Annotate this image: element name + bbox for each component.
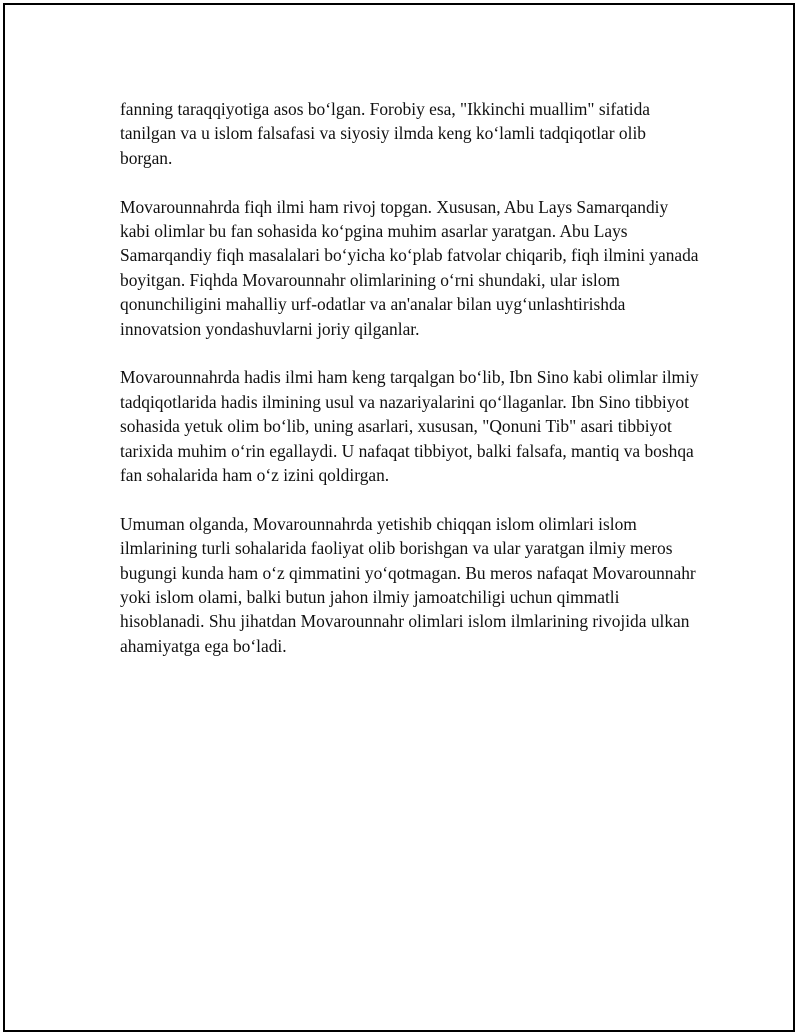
paragraph-3: Movarounnahrda hadis ilmi ham keng tarqalgan bo‘lib, Ibn Sino kabi olimlar ilmiy tadqiqotlarida hadis ilmining usul va nazariyalarini qo‘llaganlar. Ibn Sino tibbiyot sohasida yetuk olim bo‘lib, uning asarlari, xususan, "Qonuni Tib" asari tibbiyot tarixida muhim o‘rin egallaydi. U nafaqat tibbiyot, balki falsafa, mantiq va boshqa fan sohalarida ham o‘z izini qoldirgan. [120,367,699,486]
paragraph-1: fanning taraqqiyotiga asos bo‘lgan. Forobiy esa, "Ikkinchi muallim" sifatida tanilgan va u islom falsafasi va siyosiy ilmda keng ko‘lamli tadqiqotlar olib borgan. [120,99,651,168]
paragraph-2: Movarounnahrda fiqh ilmi ham rivoj topgan. Xususan, Abu Lays Samarqandiy kabi olimlar bu fan sohasida ko‘pgina muhim asarlar yaratgan. Abu Lays Samarqandiy fiqh masalalari bo‘yicha ko‘plab fatvolar chiqarib, fiqh ilmini yanada boyitgan. Fiqhda Movarounnahr olimlarining o‘rni shundaki, ular islom qonunchiligini mahalliy urf-odatlar va an'analar bilan uyg‘unlashtirishda innovatsion yondashuvlarni joriy qilganlar. [120,196,699,339]
page-frame [3,3,795,1032]
paragraph-4: Umuman olganda, Movarounnahrda yetishib chiqqan islom olimlari islom ilmlarining turli sohalarida faoliyat olib borishgan va ular yaratgan ilmiy meros bugungi kunda ham o‘z qimmatini yo‘qotmagan. Bu meros nafaqat Movarounnahr yoki islom olami, balki butun jahon ilmiy jamoatchiligi uchun qimmatli hisoblanadi. Shu jihatdan Movarounnahr olimlari islom ilmlarining rivojida ulkan ahamiyatga ega bo‘ladi. [120,513,696,656]
page-content [120,97,700,683]
